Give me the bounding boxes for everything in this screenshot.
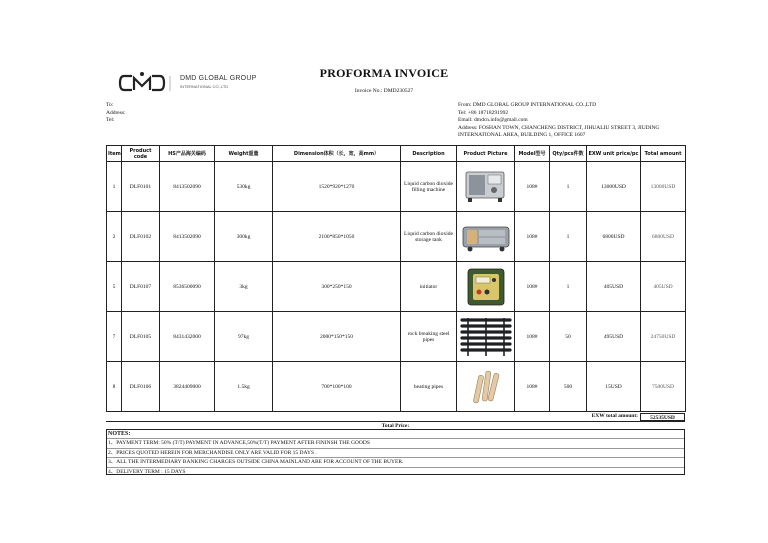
heating-pipes-icon bbox=[471, 367, 501, 407]
table-row bbox=[107, 362, 686, 412]
cell-item: 1 bbox=[107, 162, 122, 212]
cell-picture bbox=[457, 212, 515, 262]
cell-unit-price: 6800USD bbox=[587, 212, 641, 262]
from-email: Email: dmdcn.info@gmail.com bbox=[458, 117, 528, 123]
cell-description: initiator bbox=[401, 262, 457, 312]
cell-model: 108# bbox=[515, 162, 550, 212]
logo-company-sub: INTERNATIONAL CO.,LTD bbox=[180, 84, 229, 89]
cell-model: 108# bbox=[515, 212, 550, 262]
col-model: Model型号 bbox=[515, 146, 550, 162]
cell-qty: 50 bbox=[550, 312, 587, 362]
cell-total: 6800USD bbox=[641, 212, 686, 262]
to-tel-line: Tel: bbox=[106, 117, 115, 123]
col-qty: Qty/pcs件数 bbox=[550, 146, 587, 162]
col-dimension: Dimension体积（长，宽，高mm） bbox=[273, 146, 401, 162]
note-item: 4、DELIVERY TERM : 15 DAYS bbox=[107, 467, 684, 477]
col-hs-code: HS产品海关编码 bbox=[160, 146, 215, 162]
cell-qty: 1 bbox=[550, 212, 587, 262]
table-row bbox=[107, 312, 686, 362]
to-line: To: bbox=[106, 102, 114, 108]
col-item: Item bbox=[107, 146, 122, 162]
cell-hs: 3824409000 bbox=[160, 362, 215, 412]
exw-total-value: 52535USD bbox=[640, 413, 685, 421]
cell-item: 8 bbox=[107, 362, 122, 412]
cell-dimension: 1520*920*1270 bbox=[273, 162, 401, 212]
notes-section bbox=[106, 430, 685, 475]
cell-hs: 8431432000 bbox=[160, 312, 215, 362]
col-unit-price: EXW unit price/pc bbox=[587, 146, 641, 162]
cell-total: 7500USD bbox=[641, 362, 686, 412]
cell-item: 7 bbox=[107, 312, 122, 362]
note-item: 1、PAYMENT TERM: 50% (T/T) PAYMENT IN ADVANCE,50%(T/T) PAYMENT AFTER FININSH THE GOODS bbox=[107, 438, 684, 448]
cell-hs: 8413502090 bbox=[160, 212, 215, 262]
cell-qty: 1 bbox=[550, 262, 587, 312]
table-row bbox=[107, 212, 686, 262]
note-item: 3、ALL THE INTERMEDIARY BANKING CHARGES OUTSIDE CHINA MAINLAND ARE FOR ACCOUNT OF THE BUYER. bbox=[107, 457, 684, 467]
cell-picture bbox=[457, 262, 515, 312]
cell-code: DLF0102 bbox=[122, 212, 160, 262]
cell-dimension: 300*250*150 bbox=[273, 262, 401, 312]
cell-total: 405USD bbox=[641, 262, 686, 312]
cell-model: 108# bbox=[515, 312, 550, 362]
document-title: PROFORMA INVOICE bbox=[319, 66, 449, 80]
cell-model: 108# bbox=[515, 262, 550, 312]
note-item: 2、PRICES QUOTED HEREIN FOR MERCHANDISE ONLY ARE VALID FOR 15 DAYS . bbox=[107, 448, 684, 458]
cell-dimension: 2000*150*150 bbox=[273, 312, 401, 362]
cell-weight: 1.5kg bbox=[215, 362, 273, 412]
cell-picture bbox=[457, 312, 515, 362]
from-block bbox=[458, 102, 698, 140]
total-price-label: Total Price: bbox=[106, 421, 685, 430]
col-product-code: Product code bbox=[122, 146, 160, 162]
cell-description: rock breaking steel pipes bbox=[401, 312, 457, 362]
cell-unit-price: 15USD bbox=[587, 362, 641, 412]
cell-description: Liquid carbon dioxide storage tank bbox=[401, 212, 457, 262]
cell-unit-price: 405USD bbox=[587, 262, 641, 312]
cell-description: Liquid carbon dioxide filling machine bbox=[401, 162, 457, 212]
cell-code: DLF0105 bbox=[122, 312, 160, 362]
cell-unit-price: 13000USD bbox=[587, 162, 641, 212]
cell-qty: 500 bbox=[550, 362, 587, 412]
filling-machine-icon bbox=[463, 168, 509, 206]
table-row bbox=[107, 262, 686, 312]
col-product-picture: Product Picture bbox=[457, 146, 515, 162]
invoice-table bbox=[106, 145, 686, 412]
invoice-number: Invoice No.: DMD230527 bbox=[354, 88, 414, 94]
cell-code: DLF0106 bbox=[122, 362, 160, 412]
to-block bbox=[106, 102, 126, 125]
cell-description: heating pipes bbox=[401, 362, 457, 412]
from-tel: Tel: +86 18718291992 bbox=[458, 109, 509, 116]
cell-weight: 3kg bbox=[215, 262, 273, 312]
cell-dimension: 2100*850*1050 bbox=[273, 212, 401, 262]
initiator-case-icon bbox=[465, 266, 507, 308]
col-weight: Weight重量 bbox=[215, 146, 273, 162]
cell-item: 5 bbox=[107, 262, 122, 312]
cell-weight: 97kg bbox=[215, 312, 273, 362]
col-description: Description bbox=[401, 146, 457, 162]
exw-total-row bbox=[106, 413, 685, 421]
logo-company-name: DMD GLOBAL GROUP bbox=[180, 75, 257, 82]
storage-tank-icon bbox=[461, 221, 511, 253]
cell-code: DLF0101 bbox=[122, 162, 160, 212]
notes-title: NOTES: bbox=[108, 431, 131, 437]
cell-qty: 1 bbox=[550, 162, 587, 212]
cell-dimension: 700*100*100 bbox=[273, 362, 401, 412]
cell-picture bbox=[457, 362, 515, 412]
cell-total: 24750USD bbox=[641, 312, 686, 362]
cell-code: DLF0107 bbox=[122, 262, 160, 312]
exw-total-label: EXW total amount: bbox=[591, 413, 638, 419]
cell-weight: 300kg bbox=[215, 212, 273, 262]
cell-item: 2 bbox=[107, 212, 122, 262]
table-header-row bbox=[107, 146, 686, 162]
cell-weight: 530kg bbox=[215, 162, 273, 212]
cell-picture bbox=[457, 162, 515, 212]
to-address-line: Address: bbox=[106, 109, 126, 116]
cell-unit-price: 495USD bbox=[587, 312, 641, 362]
table-row bbox=[107, 162, 686, 212]
cell-hs: 8413502090 bbox=[160, 162, 215, 212]
from-company: From: DMD GLOBAL GROUP INTERNATIONAL CO.,LTD bbox=[458, 102, 597, 108]
from-address: Address: FOSHAN TOWN, CHANCHENG DISTRICT, JIHUALIU STREET 3, JIUDING INTERNATIONAL AREA, BUILDING 1, OFFICE 1607 bbox=[458, 124, 660, 138]
col-total-amount: Total amount bbox=[641, 146, 686, 162]
cell-total: 13000USD bbox=[641, 162, 686, 212]
cell-model: 108# bbox=[515, 362, 550, 412]
cell-hs: 8536500090 bbox=[160, 262, 215, 312]
steel-pipes-icon bbox=[458, 314, 514, 360]
